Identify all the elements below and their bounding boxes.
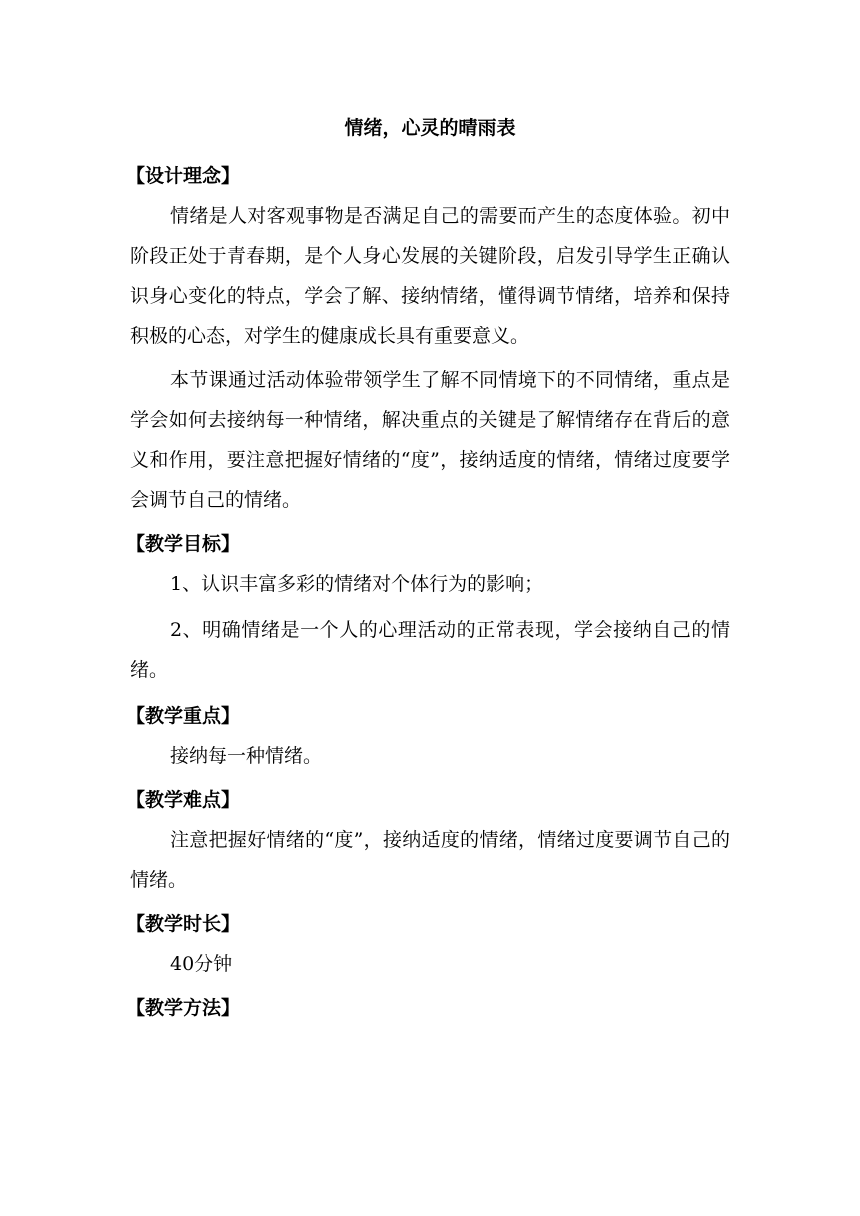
paragraph-design-concept-2: 本节课通过活动体验带领学生了解不同情境下的不同情绪，重点是学会如何去接纳每一种情绪，解决重点的关键是了解情绪存在背后的意义和作用，要注意把握好情绪的“度”，接纳适度的情绪，情绪过度要学会调节自己的情绪。 bbox=[130, 369, 730, 511]
heading-duration: 【教学时长】 bbox=[126, 913, 241, 935]
paragraph-key-point: 接纳每一种情绪。 bbox=[170, 745, 323, 767]
heading-method: 【教学方法】 bbox=[126, 997, 241, 1019]
heading-key-point: 【教学重点】 bbox=[126, 705, 241, 727]
paragraph-difficulty: 注意把握好情绪的“度”，接纳适度的情绪，情绪过度要调节自己的情绪。 bbox=[130, 829, 730, 891]
heading-difficulty: 【教学难点】 bbox=[126, 789, 241, 811]
paragraph-duration: 40分钟 bbox=[170, 953, 233, 975]
objective-item-2: 2、明确情绪是一个人的心理活动的正常表现，学会接纳自己的情绪。 bbox=[130, 619, 730, 681]
document-body bbox=[126, 110, 730, 1028]
document-title: 情绪，心灵的晴雨表 bbox=[344, 117, 516, 139]
heading-objectives: 【教学目标】 bbox=[126, 533, 241, 555]
objective-item-1: 1、认识丰富多彩的情绪对个体行为的影响； bbox=[170, 573, 544, 595]
paragraph-design-concept-1: 情绪是人对客观事物是否满足自己的需要而产生的态度体验。初中阶段正处于青春期，是个人身心发展的关键阶段，启发引导学生正确认识身心变化的特点，学会了解、接纳情绪，懂得调节情绪，培养和保持积极的心态，对学生的健康成长具有重要意义。 bbox=[130, 205, 730, 347]
heading-design-concept: 【设计理念】 bbox=[126, 165, 241, 187]
